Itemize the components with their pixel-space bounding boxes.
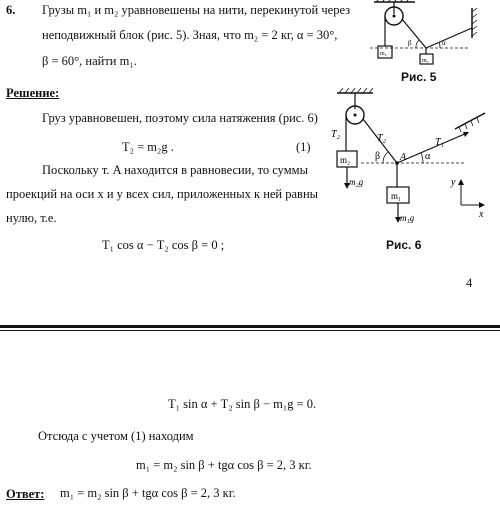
equation-1-number: (1) <box>296 140 311 154</box>
fig6-alpha: α <box>425 151 431 162</box>
page-divider <box>0 325 500 328</box>
answer-formula: m₁ = m₂ sin β + tgα cos β = 2, 3 кг. <box>60 486 236 500</box>
fig5-m1-label: m₁ <box>422 58 429 64</box>
fig5-m2-label: m₂ <box>380 51 387 57</box>
continuation-line: Отсюда с учетом (1) находим <box>38 429 194 443</box>
fig6-A: A <box>400 152 407 163</box>
page-number: 4 <box>466 276 473 290</box>
fig6-T2-right: T₂ <box>377 133 387 144</box>
solution-line3: проекций на оси x и y всех сил, приложенных к ней равны <box>6 187 319 201</box>
solution-line2: Поскольку т. A находится в равновесии, то суммы <box>42 163 308 177</box>
answer-label: Ответ: <box>6 487 45 501</box>
equation-3: T₁ sin α + T₂ sin β − m₁g = 0. <box>168 397 317 411</box>
fig6-T1: T₁ <box>435 137 445 148</box>
fig6-T2-left: T₂ <box>331 129 341 140</box>
fig6-axis-x: x <box>479 209 484 220</box>
fig6-axis-y: y <box>451 177 456 188</box>
solution-line4: нулю, т.е. <box>6 211 57 225</box>
equation-4: m₁ = m₂ sin β + tgα cos β = 2, 3 кг. <box>136 458 312 472</box>
problem-text-line3: β = 60°, найти m₁. <box>42 54 137 68</box>
fig6-m1: m₁ <box>391 191 402 201</box>
equation-1: T₂ = m₂g . <box>122 140 174 154</box>
page-divider-thin <box>0 330 500 331</box>
solution-line1: Груз уравновешен, поэтому сила натяжения (рис. 6) <box>42 111 318 125</box>
fig6-m2g: m₂g <box>349 177 364 187</box>
figure-5 <box>360 0 500 68</box>
solution-heading: Решение: <box>6 86 60 100</box>
equation-2: T₁ cos α − T₂ cos β = 0 ; <box>102 238 225 252</box>
fig6-m2: m₂ <box>340 155 351 165</box>
fig6-beta: β <box>375 151 381 162</box>
problem-text-line2: неподвижный блок (рис. 5). Зная, что m₂ = 2 кг, α = 30°, <box>42 28 338 42</box>
problem-number: 6. <box>6 3 16 17</box>
figure-6-caption: Рис. 6 <box>386 238 422 252</box>
figure-5-caption: Рис. 5 <box>401 70 437 84</box>
problem-text-line1: Грузы m₁ и m₂ уравновешены на нити, перекинутой через <box>42 3 351 17</box>
fig5-alpha: α <box>442 39 446 47</box>
fig6-m1g: m₁g <box>400 213 415 223</box>
fig5-beta: β <box>408 39 412 47</box>
figure-6 <box>325 85 495 235</box>
